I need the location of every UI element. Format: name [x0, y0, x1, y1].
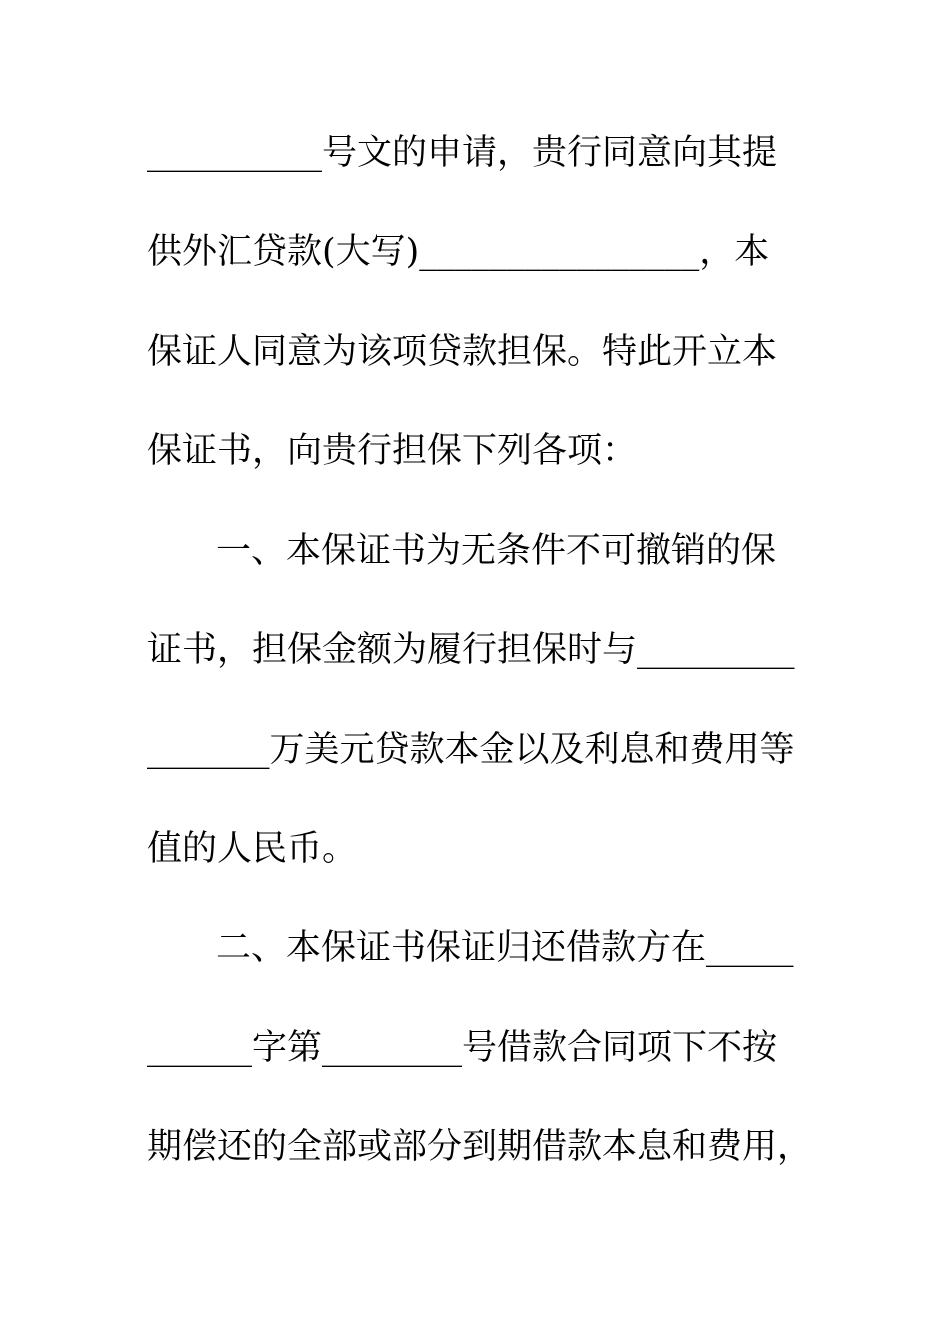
text-line-10: ______字第________号借款合同项下不按 — [147, 1028, 778, 1068]
text-line-3: 保证人同意为该项贷款担保。特此开立本 — [147, 332, 778, 372]
text-line-7: _______万美元贷款本金以及利息和费用等 — [147, 730, 795, 770]
text-line-8: 值的人民币。 — [147, 829, 358, 869]
text-line-1: __________号文的申请，贵行同意向其提 — [147, 133, 778, 173]
text-line-5: 一、本保证书为无条件不可撤销的保 — [216, 531, 777, 571]
text-line-11: 期偿还的全部或部分到期借款本息和费用， — [147, 1127, 813, 1167]
text-line-2: 供外汇贷款(大写)________________，本 — [147, 232, 770, 272]
text-line-6: 证书，担保金额为履行担保时与_________ — [147, 630, 795, 670]
text-line-9: 二、本保证书保证归还借款方在_____ — [216, 928, 794, 968]
text-line-4: 保证书，向贵行担保下列各项： — [147, 431, 638, 471]
